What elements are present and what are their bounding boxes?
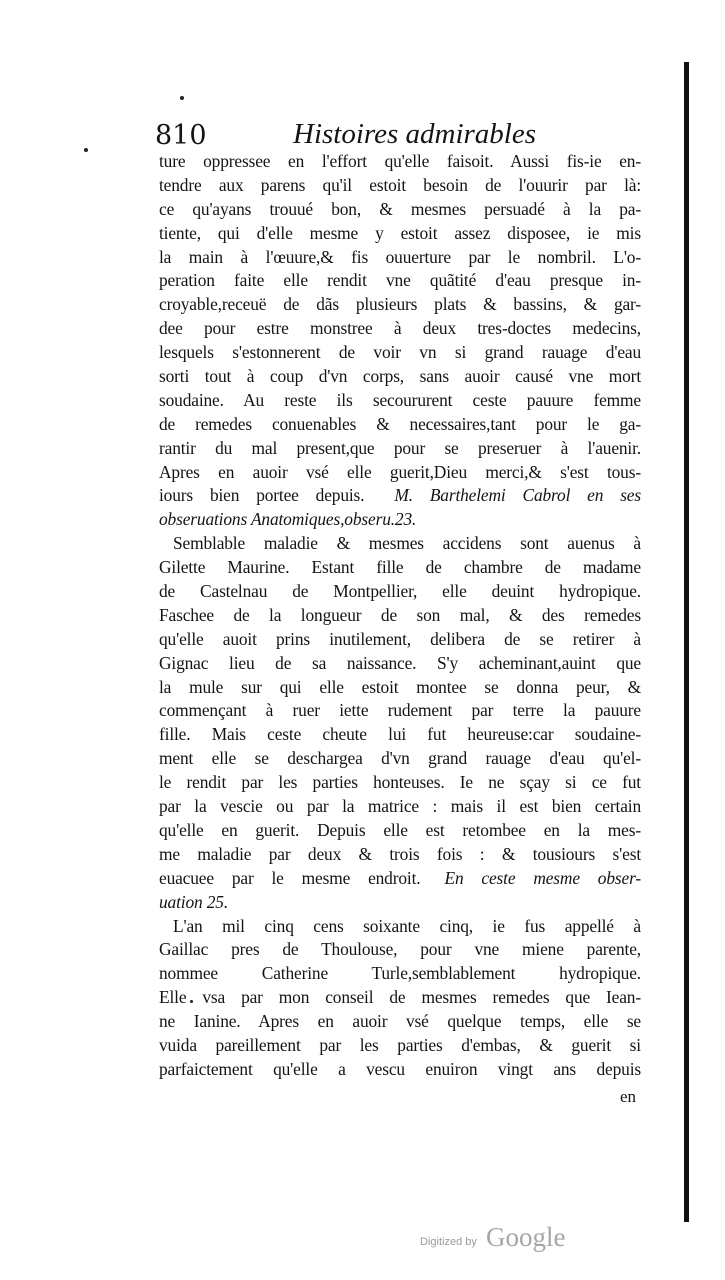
text-line: ce qu'ayans trouué bon, & mesmes persuadé à la pa- — [159, 198, 641, 219]
page-number: 810 — [155, 120, 207, 151]
text-line: Gilette Maurine. Estant fille de chambre de madame — [159, 557, 641, 578]
google-logo: Google — [486, 1222, 566, 1252]
text-line: Apres en auoir vsé elle guerit,Dieu merci,& s'est tous- — [159, 461, 641, 482]
text-line: de Castelnau de Montpellier, elle deuint hydropique. — [159, 581, 641, 602]
text-line: ture oppressee en l'effort qu'elle faisoit. Aussi fis-ie en- — [159, 151, 641, 171]
text-line: commençant à ruer iette rudement par terre la pauure — [159, 700, 641, 721]
text-line: vuida pareillement par les parties d'embas, & guerit si — [159, 1034, 641, 1055]
ink-speck — [180, 96, 184, 100]
page-edge-rule — [684, 62, 689, 1222]
text-line: nommee Catherine Turle,semblablement hydropique. — [159, 963, 641, 984]
text-line: le rendit par les parties honteuses. Ie ne sçay si ce fut — [159, 772, 641, 793]
text-line: de remedes conuenables & necessaires,tant pour le ga- — [159, 413, 641, 434]
running-title: Histoires admirables — [293, 118, 537, 150]
text-line-with-citation — [159, 867, 641, 891]
citation-1-b: obseruations Anatomiques,obseru.23. — [159, 509, 417, 530]
text-line: la main à l'œuure,& fis ouuerture par le nombril. L'o- — [159, 246, 641, 267]
text-line: Gaillac pres de Thoulouse, pour vne miene parente, — [159, 939, 641, 960]
text-line: Gignac lieu de sa naissance. S'y acheminant,auint que — [159, 652, 641, 673]
text-line: Semblable maladie & mesmes accidens sont auenus à — [173, 533, 641, 554]
running-head — [155, 118, 635, 152]
text-line: tiente, qui d'elle mesme y estoit assez disposee, ie mis — [159, 222, 641, 243]
text-line: rantir du mal present,que pour se preseruer à l'auenir. — [159, 437, 641, 458]
text-line: L'an mil cinq cens soixante cinq, ie fus appellé à — [173, 915, 641, 936]
text-line: me maladie par deux & trois fois : & tousiours s'est — [159, 843, 641, 864]
citation-1-a: M. Barthelemi Cabrol en ses — [394, 485, 641, 506]
text-line: parfaictement qu'elle a vescu enuiron vingt ans depuis — [159, 1058, 641, 1079]
text-line: qu'elle en guerit. Depuis elle est retombee en la mes- — [159, 819, 641, 840]
citation-2-a: En ceste mesme obser- — [444, 867, 641, 888]
text-line: fille. Mais ceste cheute lui fut heureuse:car soudaine- — [159, 724, 641, 745]
text-line: Faschee de la longueur de son mal, & des remedes — [159, 604, 641, 625]
text-block — [159, 150, 641, 1082]
text-line: par la vescie ou par la matrice : mais il est bien certain — [159, 796, 641, 817]
text-line: qu'elle auoit prins inutilement, delibera de se retirer à — [159, 628, 641, 649]
digitization-footer — [420, 1222, 620, 1262]
text-line: croyable,receuë de dãs plusieurs plats & bassins, & gar- — [159, 294, 641, 315]
text-line: soudaine. Au reste ils secoururent ceste pauure femme — [159, 389, 641, 410]
text-line: ne Ianine. Apres en auoir vsé quelque temps, elle se — [159, 1011, 641, 1032]
text-line: peration faite elle rendit vne quãtité d'eau presque in- — [159, 270, 641, 291]
text-line: la mule sur qui elle estoit montee se donna peur, & — [159, 676, 641, 697]
citation-2-b: uation 25. — [159, 891, 229, 912]
text-line: iours bien portee depuis. — [159, 485, 365, 506]
text-line: euacuee par le mesme endroit. — [159, 867, 421, 888]
text-line: dee pour estre monstree à deux tres-doctes medecins, — [159, 318, 641, 339]
text-line: sorti tout à coup d'vn corps, sans auoir causé vne mort — [159, 366, 641, 387]
catchword: en — [620, 1087, 637, 1106]
text-line-with-citation — [159, 484, 641, 508]
text-line: ment elle se deschargea d'vn grand rauage d'eau qu'el- — [159, 748, 641, 769]
text-line: lesquels s'estonnerent de voir vn si grand rauage d'eau — [159, 342, 641, 363]
digitized-by-label: Digitized by — [420, 1236, 477, 1248]
text-line: tendre aux parens qu'il estoit besoin de l'ouurir par là: — [159, 174, 641, 195]
ink-speck — [84, 148, 88, 152]
text-line: Elle vsa par mon conseil de mesmes remedes que Iean- — [159, 987, 641, 1008]
